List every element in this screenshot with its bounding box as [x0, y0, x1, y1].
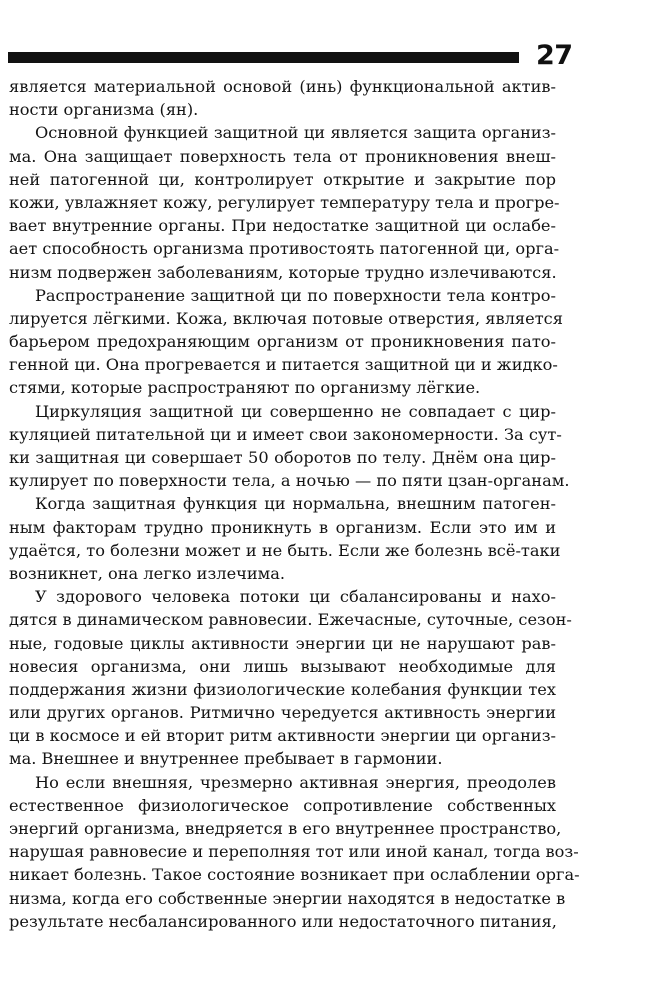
- text-line: дятся в динамическом равновесии. Ежечасные, суточные, сезон-: [9, 610, 572, 630]
- text-line: лируется лёгкими. Кожа, включая потовые отверстия, является: [9, 308, 563, 328]
- text-line: кулирует по поверхности тела, а ночью — по пяти цзан-органам.: [9, 471, 570, 491]
- text-line: естественное физиологическое сопротивление собственных: [9, 795, 556, 815]
- text-line: нарушая равновесие и переполняя тот или иной канал, тогда воз-: [9, 842, 579, 862]
- paragraph: [9, 400, 570, 493]
- page-number: 27: [536, 40, 573, 71]
- text-line: ма. Она защищает поверхность тела от проникновения внеш-: [9, 146, 556, 166]
- header-rule: [8, 52, 519, 63]
- text-line: низма, когда его собственные энергии находятся в недостатке в: [9, 888, 566, 908]
- text-line: результате несбалансированного или недостаточного питания,: [9, 911, 557, 931]
- text-line: новесия организма, они лишь вызывают необходимые для: [9, 656, 556, 676]
- text-line: ци в космосе и ей вторит ритм активности энергии ци организ-: [9, 726, 556, 746]
- text-line: генной ци. Она прогревается и питается защитной ци и жидко-: [9, 355, 558, 375]
- text-line: ным факторам трудно проникнуть в организм. Если это им и: [9, 517, 556, 537]
- paragraph: [9, 121, 560, 283]
- paragraph: [9, 284, 563, 400]
- text-line: ки защитная ци совершает 50 оборотов по телу. Днём она цир-: [9, 448, 556, 467]
- text-line: ные, годовые циклы активности энергии ци не нарушают рав-: [9, 633, 556, 653]
- text-line: энергий организма, внедряется в его внутреннее пространство,: [9, 819, 562, 838]
- text-line: стями, которые распространяют по организму лёгкие.: [9, 378, 481, 398]
- paragraph: [9, 75, 556, 121]
- text-line: ает способность организма противостоять патогенной ци, орга-: [9, 239, 560, 259]
- page-header: [0, 38, 672, 78]
- text-line: Основной функцией защитной ци является защита организ-: [35, 123, 556, 143]
- text-line: кожи, увлажняет кожу, регулирует температуру тела и прогре-: [9, 192, 560, 212]
- text-line: вает внутренние органы. При недостатке защитной ци ослабе-: [9, 216, 556, 236]
- text-line: Циркуляция защитной ци совершенно не совпадает с цир-: [35, 401, 556, 421]
- text-line: Распространение защитной ци по поверхности тела контро-: [35, 285, 556, 305]
- text-line: ма. Внешнее и внутреннее пребывает в гармонии.: [9, 749, 443, 769]
- text-line: поддержания жизни физиологические колебания функции тех: [9, 679, 556, 699]
- text-line: является материальной основой (инь) функциональной актив-: [9, 77, 556, 96]
- text-line: ности организма (ян).: [9, 100, 199, 120]
- text-line: Но если внешняя, чрезмерно активная энергия, преодолев: [35, 772, 556, 792]
- text-line: барьером предохраняющим организм от проникновения пато-: [9, 332, 556, 352]
- paragraph: [9, 492, 561, 585]
- text-line: удаётся, то болезни может и не быть. Если же болезнь всё-таки: [9, 540, 561, 560]
- text-line: возникнет, она легко излечима.: [9, 563, 286, 583]
- paragraph: [9, 771, 580, 933]
- text-line: Когда защитная функция ци нормальна, внешним патоген-: [35, 494, 556, 514]
- text-line: или других органов. Ритмично чередуется активность энергии: [9, 703, 556, 723]
- text-line: низм подвержен заболеваниям, которые трудно излечиваются.: [9, 262, 557, 282]
- text-line: ней патогенной ци, контролирует открытие и закрытие пор: [9, 169, 556, 189]
- text-line: куляцией питательной ци и имеет свои закономерности. За сут-: [9, 424, 562, 444]
- text-line: У здорового человека потоки ци сбалансированы и нахо-: [35, 587, 556, 607]
- paragraph: [9, 585, 572, 771]
- body-text: [9, 75, 580, 933]
- text-line: никает болезнь. Такое состояние возникает при ослаблении орга-: [9, 865, 580, 885]
